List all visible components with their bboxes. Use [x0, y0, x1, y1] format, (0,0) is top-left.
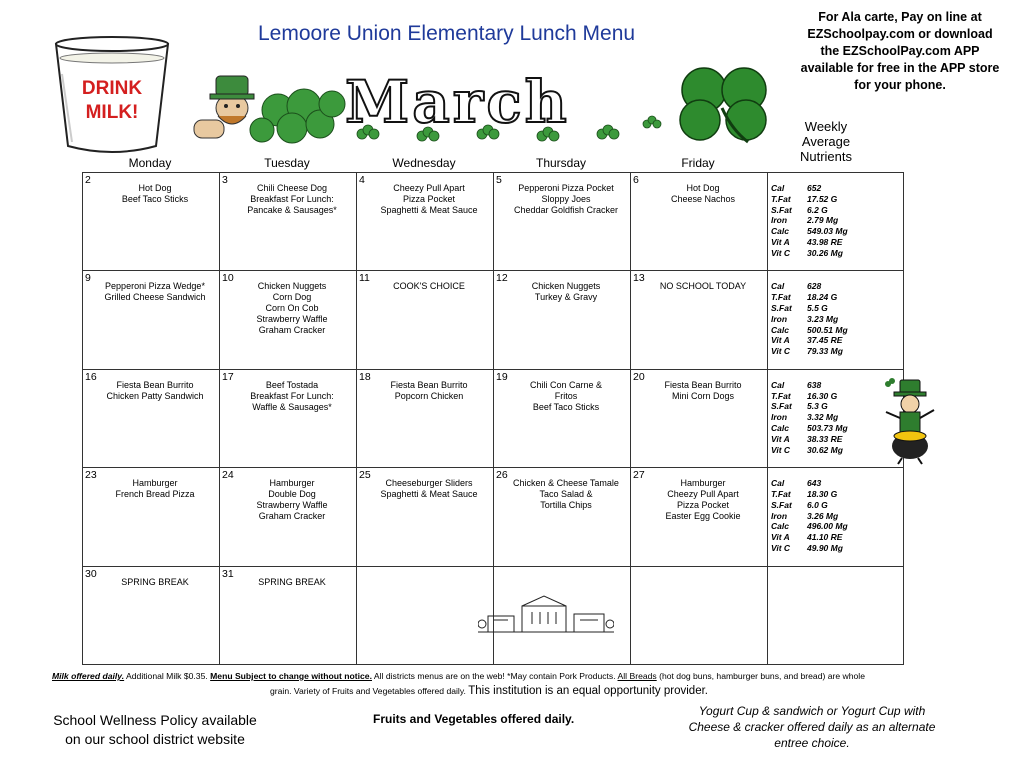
nutrient-label: Cal: [771, 281, 785, 292]
wellness-line: School Wellness Policy available: [53, 712, 257, 728]
nutrient-row: [771, 226, 903, 237]
nutrients-cell: [768, 468, 904, 566]
menu-item: Popcorn Chicken: [394, 390, 464, 401]
day-cell: [83, 468, 220, 566]
nutrient-value: 37.45 RE: [807, 335, 843, 346]
menu-item: Pepperoni Pizza Wedge*: [105, 281, 205, 292]
yogurt-line: Yogurt Cup & sandwich or Yogurt Cup with: [698, 704, 926, 718]
menu-item: SPRING BREAK: [121, 576, 189, 587]
day-cell: [220, 369, 357, 467]
districts-web-note: All districts menus are on the web!: [373, 671, 505, 681]
wellness-policy-note: [30, 711, 280, 749]
pay-info-line: the EZSchoolPay.com APP: [820, 44, 980, 58]
fruits-veg-note: Fruits and Vegetables offered daily.: [373, 712, 575, 726]
breads-detail-note: (hot dog buns, hamburger buns, and bread) are whole: [659, 671, 865, 681]
nutrients-cell: [768, 566, 904, 664]
nutrient-value: 3.23 Mg: [807, 313, 839, 324]
menu-item: Cheese Nachos: [670, 194, 736, 204]
menu-items: [357, 468, 493, 500]
menu-item: Pizza Pocket: [402, 194, 456, 204]
day-cell: [494, 271, 631, 369]
day-header-thursday: Thursday: [535, 156, 587, 170]
nutrient-row: [771, 500, 903, 511]
day-cell: [83, 173, 220, 271]
yogurt-line: Cheese & cracker offered daily as an alternate: [688, 720, 936, 734]
weekly-header-line: Nutrients: [799, 149, 853, 164]
menu-item: Corn On Cob: [265, 303, 319, 314]
day-header-monday: Monday: [128, 156, 172, 170]
nutrient-value: 503.73 Mg: [807, 422, 848, 433]
menu-items: [494, 370, 630, 413]
day-cell: [494, 173, 631, 271]
menu-item: Chicken & Cheese Tamale: [513, 478, 619, 489]
nutrient-row: [771, 346, 903, 357]
menu-item: Breakfast For Lunch:: [250, 390, 334, 401]
menu-items: [83, 567, 219, 588]
menu-item: Hamburger: [269, 478, 315, 489]
day-date: 3: [222, 174, 228, 186]
day-date: 30: [85, 567, 97, 580]
leprechaun-left-icon: [194, 76, 254, 138]
equal-opportunity-note: This institution is an equal opportunity provider.: [468, 685, 708, 697]
nutrient-value: 79.33 Mg: [807, 346, 843, 357]
nutrient-row: [771, 314, 903, 325]
day-cell: [357, 566, 494, 664]
nutrient-label: S.Fat: [771, 302, 792, 313]
nutrient-label: Calc: [771, 521, 789, 532]
menu-item: Waffle & Sausages*: [252, 401, 332, 412]
nutrients-cell: [768, 173, 904, 271]
day-header-friday: Friday: [681, 156, 715, 170]
nutrient-value: 18.24 G: [807, 292, 838, 303]
day-cell: [220, 271, 357, 369]
milk-text-line: DRINK: [81, 78, 143, 99]
nutrient-row: [771, 335, 903, 346]
nutrient-value: 38.33 RE: [807, 433, 843, 444]
menu-item: Fiesta Bean Burrito: [664, 379, 742, 390]
nutrient-value: 43.98 RE: [807, 236, 843, 247]
month-title: March: [345, 68, 570, 136]
menu-items: [83, 468, 219, 500]
menu-items: [357, 370, 493, 402]
nutrient-value: 41.10 RE: [807, 532, 843, 543]
day-cell: [357, 271, 494, 369]
day-cell: [83, 369, 220, 467]
menu-item: Spaghetti & Meat Sauce: [380, 205, 478, 215]
nutrient-value: 6.2 G: [807, 204, 828, 215]
menu-items: [631, 567, 767, 577]
nutrient-row: [771, 478, 903, 489]
nutrient-label: S.Fat: [771, 401, 792, 412]
menu-items: [631, 271, 767, 292]
menu-item: Pizza Pocket: [676, 500, 730, 511]
day-date: 12: [496, 272, 508, 285]
menu-item: Corn Dog: [272, 292, 312, 303]
menu-item: Easter Egg Cookie: [665, 511, 741, 522]
menu-items: [494, 271, 630, 303]
menu-item: Beef Taco Sticks: [532, 401, 600, 412]
nutrient-value: 643: [807, 478, 822, 489]
nutrient-value: 500.51 Mg: [807, 324, 848, 335]
nutrient-row: [771, 194, 903, 205]
menu-items: [494, 173, 630, 216]
day-date: 13: [633, 272, 645, 285]
day-date: 16: [85, 370, 97, 383]
day-date: 27: [633, 469, 645, 482]
menu-item: Cheeseburger Sliders: [385, 478, 473, 489]
menu-items: [220, 271, 356, 336]
menu-item: Chicken Patty Sandwich: [106, 390, 204, 401]
nutrient-label: Iron: [771, 313, 788, 324]
nutrient-label: Calc: [771, 226, 789, 237]
nutrient-label: S.Fat: [771, 204, 792, 215]
nutrient-row: [771, 325, 903, 336]
day-cell: [83, 566, 220, 664]
day-date: 9: [85, 272, 91, 285]
yogurt-line: entree choice.: [774, 736, 850, 750]
menu-item: NO SCHOOL TODAY: [659, 281, 747, 292]
pay-info-line: EZSchoolpay.com or download: [807, 27, 993, 41]
nutrient-label: S.Fat: [771, 499, 792, 510]
nutrient-value: 49.90 Mg: [807, 542, 843, 553]
yogurt-alternate-note: [666, 703, 958, 751]
menu-items: [357, 567, 493, 577]
day-date: 20: [633, 370, 645, 383]
milk-text-line: MILK!: [85, 102, 139, 123]
day-date: 31: [222, 567, 234, 580]
all-breads-note: All Breads: [617, 671, 657, 681]
nutrient-value: 30.62 Mg: [807, 444, 843, 455]
menu-items: [357, 173, 493, 216]
day-cell: [357, 173, 494, 271]
pork-note: *May contain Pork Products.: [507, 671, 616, 681]
nutrient-row: [771, 281, 903, 292]
day-date: 6: [633, 174, 639, 186]
menu-item: SPRING BREAK: [258, 576, 326, 587]
nutrients-cell: [768, 271, 904, 369]
menu-item: Strawberry Waffle: [256, 500, 328, 511]
nutrient-value: 496.00 Mg: [807, 521, 848, 532]
menu-item: Chicken Nuggets: [257, 281, 327, 292]
menu-item: Beef Taco Sticks: [121, 194, 189, 204]
nutrient-label: Vit C: [771, 247, 791, 258]
nutrient-row: [771, 532, 903, 543]
nutrient-value: 5.3 G: [807, 401, 828, 412]
menu-item: Turkey & Gravy: [534, 292, 598, 303]
nutrient-label: Vit A: [771, 532, 790, 543]
menu-item: Sloppy Joes: [541, 194, 591, 204]
nutrient-row: [771, 215, 903, 226]
nutrient-label: Cal: [771, 379, 785, 390]
day-cell: [220, 173, 357, 271]
nutrient-row: [771, 511, 903, 522]
nutrient-label: Calc: [771, 324, 789, 335]
pay-online-notice: [784, 9, 1016, 94]
week-row: [83, 271, 904, 369]
nutrient-label: Vit A: [771, 236, 790, 247]
menu-item: Graham Cracker: [258, 511, 326, 522]
nutrient-label: Iron: [771, 215, 788, 226]
menu-items: [83, 271, 219, 303]
leprechaun-pot-of-gold-icon: [880, 376, 942, 466]
menu-item: Spaghetti & Meat Sauce: [380, 489, 478, 500]
day-date: 18: [359, 370, 371, 383]
menu-items: [357, 271, 493, 292]
menu-items: [631, 370, 767, 402]
menu-item: Fiesta Bean Burrito: [390, 379, 468, 390]
day-date: 10: [222, 272, 234, 285]
nutrient-label: Vit C: [771, 542, 791, 553]
day-date: 25: [359, 469, 371, 482]
day-header-tuesday: Tuesday: [264, 156, 310, 170]
menu-item: Double Dog: [268, 489, 316, 500]
menu-item: Hot Dog: [138, 183, 172, 193]
menu-item: Hamburger: [680, 478, 726, 489]
nutrient-value: 3.26 Mg: [807, 510, 839, 521]
day-cell: [220, 566, 357, 664]
menu-items: [220, 468, 356, 522]
week-row: [83, 468, 904, 566]
menu-items: [494, 468, 630, 511]
menu-item: Cheezy Pull Apart: [393, 183, 465, 193]
menu-item: Pancake & Sausages*: [247, 205, 337, 215]
menu-item: Fritos: [554, 390, 578, 401]
nutrient-label: Vit C: [771, 444, 791, 455]
nutrient-row: [771, 521, 903, 532]
menu-item: Grilled Cheese Sandwich: [104, 292, 206, 303]
additional-milk-note: Additional Milk $0.35.: [126, 671, 208, 681]
milk-daily-note: Milk offered daily.: [52, 671, 125, 681]
menu-item: Mini Corn Dogs: [671, 390, 735, 401]
menu-item: Strawberry Waffle: [256, 314, 328, 325]
day-cell: [357, 468, 494, 566]
nutrient-label: Vit A: [771, 433, 790, 444]
day-cell: [494, 369, 631, 467]
nutrient-row: [771, 205, 903, 216]
nutrient-label: Calc: [771, 422, 789, 433]
menu-item: French Bread Pizza: [115, 489, 195, 500]
nutrient-row: [771, 489, 903, 500]
nutrient-label: Vit C: [771, 346, 791, 357]
weekly-nutrients-header: [786, 119, 866, 164]
footer-notice-line2: [270, 685, 708, 697]
grain-note: grain.: [270, 686, 292, 696]
variety-note: Variety of Fruits and Vegetables offered daily.: [293, 686, 466, 696]
wellness-line: on our school district website: [65, 731, 245, 747]
menu-item: COOK'S CHOICE: [393, 281, 465, 292]
menu-calendar-grid: [82, 172, 904, 665]
menu-item: Cheddar Goldfish Cracker: [513, 205, 619, 215]
day-date: 23: [85, 469, 97, 482]
nutrient-value: 18.30 G: [807, 488, 838, 499]
nutrient-value: 16.30 G: [807, 390, 838, 401]
menu-items: [494, 567, 630, 577]
menu-item: Chili Con Carne &: [529, 379, 603, 390]
nutrient-value: 2.79 Mg: [807, 215, 839, 226]
day-date: 24: [222, 469, 234, 482]
menu-item: Hot Dog: [686, 183, 720, 193]
menu-items: [83, 173, 219, 205]
nutrient-label: Iron: [771, 510, 788, 521]
subject-to-change-note: Menu Subject to change without notice.: [210, 671, 372, 681]
pay-info-line: For Ala carte, Pay on line at: [818, 10, 982, 24]
day-date: 17: [222, 370, 234, 383]
nutrient-row: [771, 183, 903, 194]
footer-notice: [52, 671, 982, 681]
nutrient-label: Cal: [771, 478, 785, 489]
nutrient-value: 628: [807, 281, 822, 292]
day-cell: [631, 173, 768, 271]
nutrient-row: [771, 237, 903, 248]
menu-item: Beef Tostada: [265, 379, 319, 390]
nutrient-value: 3.32 Mg: [807, 412, 839, 423]
day-cell: [631, 566, 768, 664]
milk-cup-illustration: [52, 34, 172, 158]
page-title: Lemoore Union Elementary Lunch Menu: [258, 22, 636, 45]
menu-item: Fiesta Bean Burrito: [116, 379, 194, 390]
day-date: 5: [496, 174, 502, 186]
menu-item: Chicken Nuggets: [531, 281, 601, 292]
school-building-sketch: [478, 594, 614, 636]
menu-item: Cheezy Pull Apart: [667, 489, 739, 500]
nutrient-label: T.Fat: [771, 193, 791, 204]
nutrient-value: 652: [807, 183, 822, 193]
day-date: 11: [359, 272, 370, 285]
day-cell: [631, 271, 768, 369]
menu-items: [220, 370, 356, 413]
day-date: 4: [359, 174, 365, 186]
menu-item: Hamburger: [132, 478, 178, 489]
day-cell: [631, 369, 768, 467]
nutrient-row: [771, 292, 903, 303]
day-date: 19: [496, 370, 508, 383]
menu-items: [631, 468, 767, 522]
day-date: 2: [85, 174, 91, 186]
menu-item: Graham Cracker: [258, 325, 326, 336]
nutrient-row: [771, 543, 903, 554]
nutrient-row: [771, 248, 903, 259]
nutrient-label: T.Fat: [771, 292, 791, 303]
nutrient-value: 30.26 Mg: [807, 247, 843, 258]
menu-item: Tortilla Chips: [540, 500, 592, 511]
menu-item: Breakfast For Lunch:: [250, 194, 334, 204]
pay-info-line: for your phone.: [854, 78, 946, 92]
day-cell: [220, 468, 357, 566]
weekly-header-line: Weekly: [804, 119, 848, 134]
day-header-wednesday: Wednesday: [392, 156, 456, 170]
nutrient-label: T.Fat: [771, 488, 791, 499]
day-cell: [631, 468, 768, 566]
nutrient-label: Vit A: [771, 335, 790, 346]
week-row: [83, 173, 904, 271]
nutrient-value: 5.5 G: [807, 302, 828, 313]
day-cell: [83, 271, 220, 369]
menu-items: [83, 370, 219, 402]
nutrient-value: 638: [807, 379, 822, 390]
day-cell: [494, 468, 631, 566]
weekly-header-line: Average: [801, 134, 851, 149]
menu-items: [220, 173, 356, 216]
nutrient-value: 6.0 G: [807, 499, 828, 510]
week-row: [83, 369, 904, 467]
menu-item: Pepperoni Pizza Pocket: [518, 183, 614, 193]
nutrient-row: [771, 303, 903, 314]
menu-item: Taco Salad &: [539, 489, 593, 500]
nutrient-value: 549.03 Mg: [807, 226, 848, 237]
pay-info-line: available for free in the APP store: [800, 61, 1000, 75]
menu-item: Chili Cheese Dog: [256, 183, 328, 193]
day-cell: [357, 369, 494, 467]
day-date: 26: [496, 469, 508, 482]
nutrient-label: Iron: [771, 412, 788, 423]
nutrient-label: Cal: [771, 183, 785, 193]
nutrient-label: T.Fat: [771, 390, 791, 401]
menu-items: [220, 567, 356, 588]
nutrient-value: 17.52 G: [807, 193, 838, 204]
menu-items: [631, 173, 767, 205]
